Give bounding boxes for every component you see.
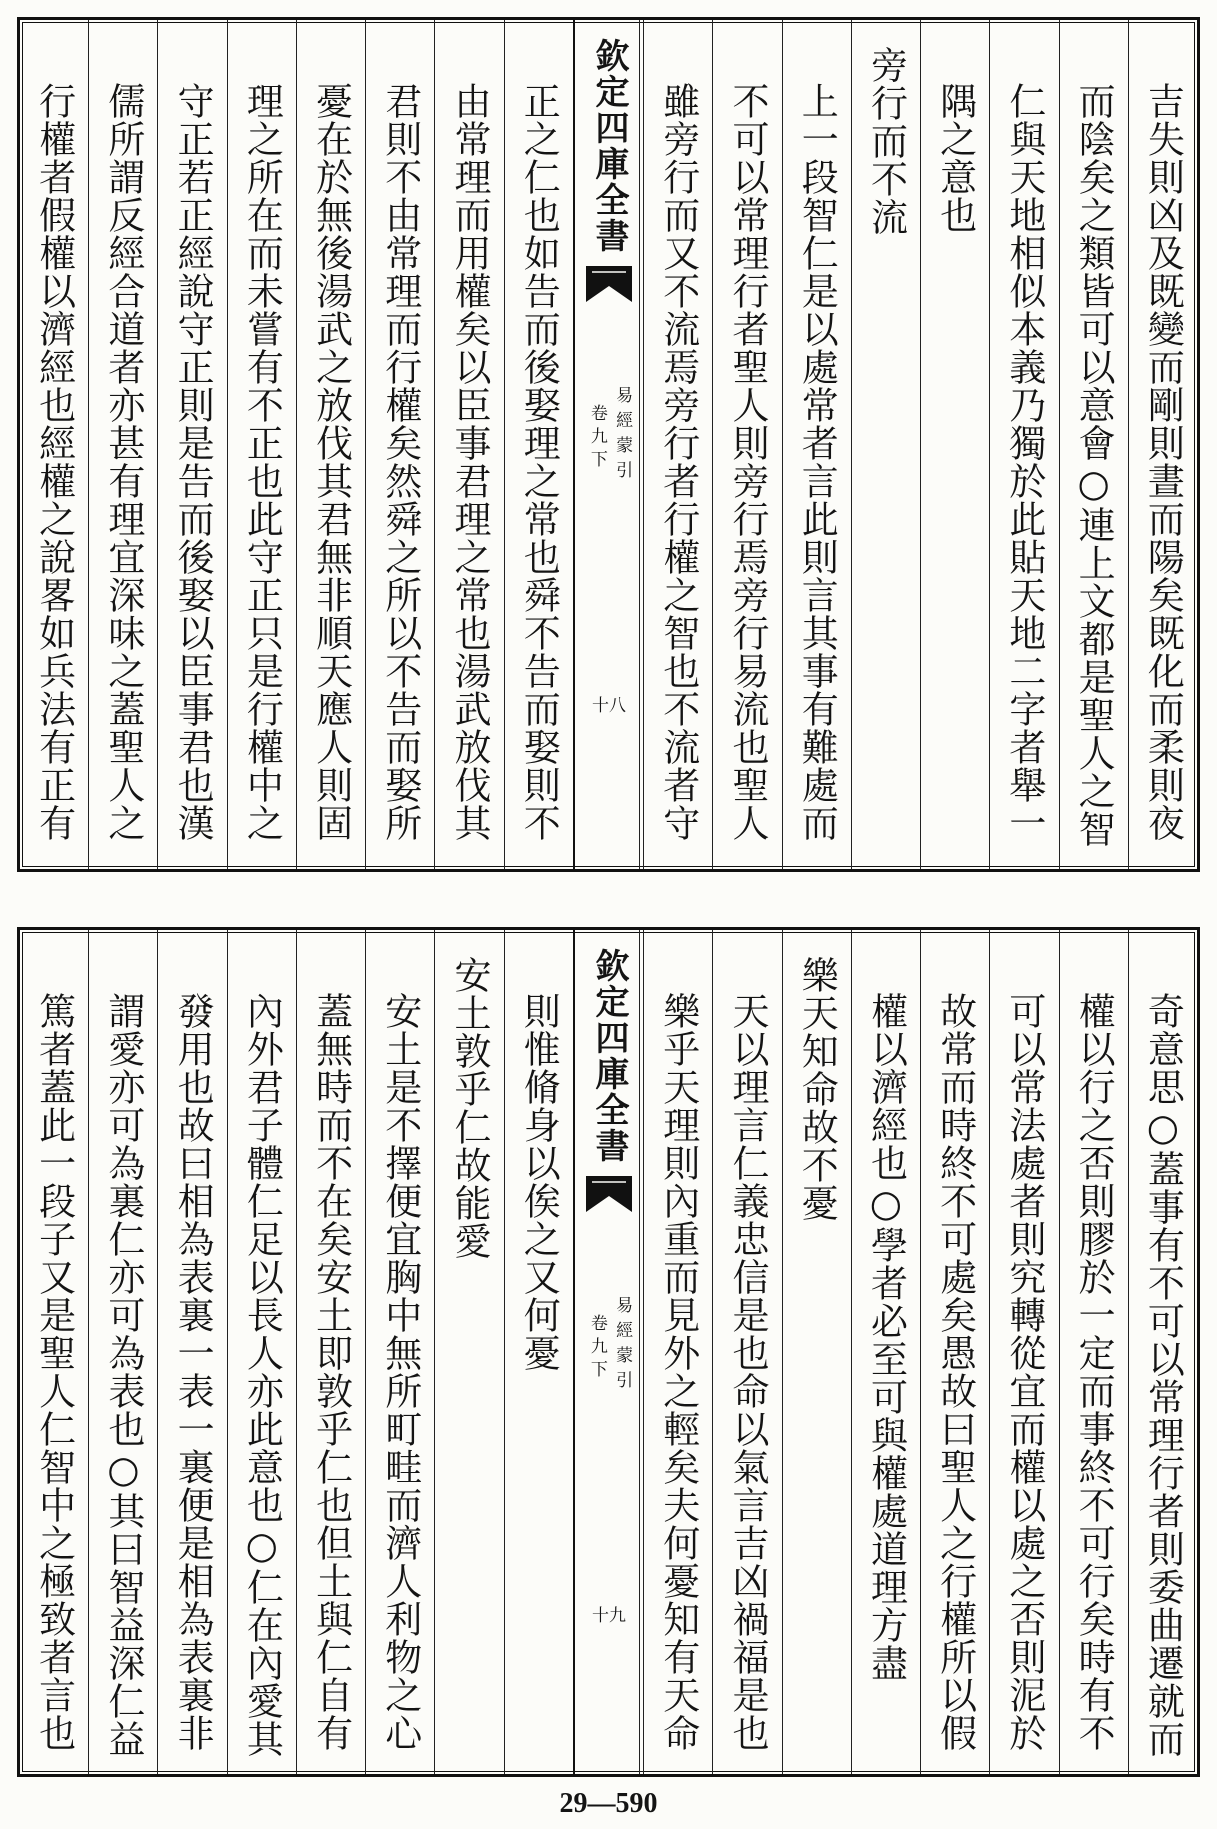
- lower-column-14: [157, 930, 226, 1774]
- upper-column-15: [88, 20, 157, 869]
- column-text: 則惟脩身以俟之又何憂: [517, 992, 561, 1372]
- classic-text: 樂天知命故不憂: [795, 956, 839, 1222]
- lower-margin-book-title: 易經蒙引: [612, 1296, 633, 1396]
- lower-center-margin: [573, 930, 643, 1774]
- column-text: 奇意思○蓋事有不可以常理行者則委曲遷就而: [1141, 992, 1185, 1758]
- column-text: 吉失則凶及既變而剛則晝而陽矣既化而柔則夜: [1141, 82, 1185, 842]
- fishtail-icon: [586, 1176, 632, 1212]
- lower-column-15: [88, 930, 157, 1774]
- column-text: 故常而時終不可處矣愚故曰聖人之行權所以假: [933, 992, 977, 1752]
- lower-column-4: [920, 930, 989, 1774]
- column-text: 不可以常理行者聖人則旁行焉旁行易流也聖人: [725, 82, 769, 842]
- upper-column-2: [1059, 20, 1128, 869]
- column-text: 謂愛亦可為裏仁亦可為表也○其曰智益深仁益: [101, 992, 145, 1758]
- column-text: 仁與天地相似本義乃獨於此貼天地二字者舉一: [1002, 82, 1046, 842]
- upper-column-5-classic: [851, 20, 920, 869]
- upper-column-9: [504, 20, 573, 869]
- column-text: 權以濟經也○學者必至可與權處道理方盡: [864, 992, 908, 1682]
- column-text: 隅之意也: [933, 82, 977, 234]
- lower-column-16: [20, 930, 88, 1774]
- column-text: 而陰矣之類皆可以意會○連上文都是聖人之智: [1072, 82, 1116, 848]
- upper-column-10: [434, 20, 503, 869]
- upper-margin-volume: 卷九下: [586, 404, 607, 473]
- upper-column-13: [227, 20, 296, 869]
- lower-column-13: [227, 930, 296, 1774]
- upper-column-14: [157, 20, 226, 869]
- upper-column-7: [712, 20, 781, 869]
- column-text: 內外君子體仁足以長人亦此意也○仁在內愛其: [240, 992, 284, 1758]
- column-text: 雖旁行而又不流焉旁行者行權之智也不流者守: [656, 82, 700, 842]
- lower-column-9: [504, 930, 573, 1774]
- lower-column-5: [851, 930, 920, 1774]
- column-text: 憂在於無後湯武之放伐其君無非順天應人則固: [309, 82, 353, 842]
- upper-center-margin: [573, 20, 643, 869]
- column-text: 樂乎天理則內重而見外之輕矣夫何憂知有天命: [656, 992, 700, 1752]
- lower-column-3: [989, 930, 1058, 1774]
- lower-margin-title: 欽定四庫全書: [589, 948, 629, 1164]
- upper-column-6: [782, 20, 851, 869]
- column-text: 行權者假權以濟經也經權之說畧如兵法有正有: [32, 82, 76, 842]
- column-text: 儒所謂反經合道者亦甚有理宜深味之蓋聖人之: [101, 82, 145, 842]
- upper-half-page: [17, 17, 1200, 872]
- upper-column-1: [1128, 20, 1197, 869]
- lower-margin-volume: 卷九下: [586, 1314, 607, 1383]
- classic-text: 安土敦乎仁故能愛: [448, 956, 492, 1260]
- column-text: 蓋無時而不在矣安土即敦乎仁也但土與仁自有: [309, 992, 353, 1752]
- lower-margin-folio: 十九: [592, 1606, 626, 1626]
- lower-column-1: [1128, 930, 1197, 1774]
- classic-text: 旁行而不流: [864, 46, 908, 236]
- lower-column-10-classic: [434, 930, 503, 1774]
- column-text: 發用也故曰相為表裏一表一裏便是相為表裏非: [171, 992, 215, 1752]
- column-text: 上一段智仁是以處常者言此則言其事有難處而: [795, 82, 839, 842]
- column-text: 可以常法處者則究轉從宜而權以處之否則泥於: [1002, 992, 1046, 1752]
- column-text: 天以理言仁義忠信是也命以氣言吉凶禍福是也: [725, 992, 769, 1752]
- upper-column-11: [365, 20, 434, 869]
- column-text: 正之仁也如告而後娶理之常也舜不告而娶則不: [517, 82, 561, 842]
- column-text: 安土是不擇便宜胸中無所町畦而濟人利物之心: [378, 992, 422, 1752]
- upper-column-12: [296, 20, 365, 869]
- column-text: 守正若正經說守正則是告而後娶以臣事君也漢: [171, 82, 215, 842]
- upper-margin-book-title: 易經蒙引: [612, 386, 633, 486]
- lower-column-6-classic: [782, 930, 851, 1774]
- lower-column-7: [712, 930, 781, 1774]
- upper-column-16: [20, 20, 88, 869]
- column-text: 理之所在而未嘗有不正也此守正只是行權中之: [240, 82, 284, 842]
- column-text: 君則不由常理而行權矣然舜之所以不告而娶所: [378, 82, 422, 842]
- lower-column-8: [643, 930, 712, 1774]
- column-text: 篤者蓋此一段子又是聖人仁智中之極致者言也: [32, 992, 76, 1752]
- upper-column-8: [643, 20, 712, 869]
- lower-half-page: [17, 927, 1200, 1777]
- upper-column-4: [920, 20, 989, 869]
- page-number: 29—590: [559, 1788, 658, 1819]
- lower-column-2: [1059, 930, 1128, 1774]
- fishtail-icon: [586, 266, 632, 302]
- lower-column-11: [365, 930, 434, 1774]
- lower-column-12: [296, 930, 365, 1774]
- upper-column-3: [989, 20, 1058, 869]
- column-text: 由常理而用權矣以臣事君理之常也湯武放伐其: [448, 82, 492, 842]
- upper-margin-folio: 十八: [592, 696, 626, 716]
- column-text: 權以行之否則膠於一定而事終不可行矣時有不: [1072, 992, 1116, 1752]
- upper-margin-title: 欽定四庫全書: [589, 38, 629, 254]
